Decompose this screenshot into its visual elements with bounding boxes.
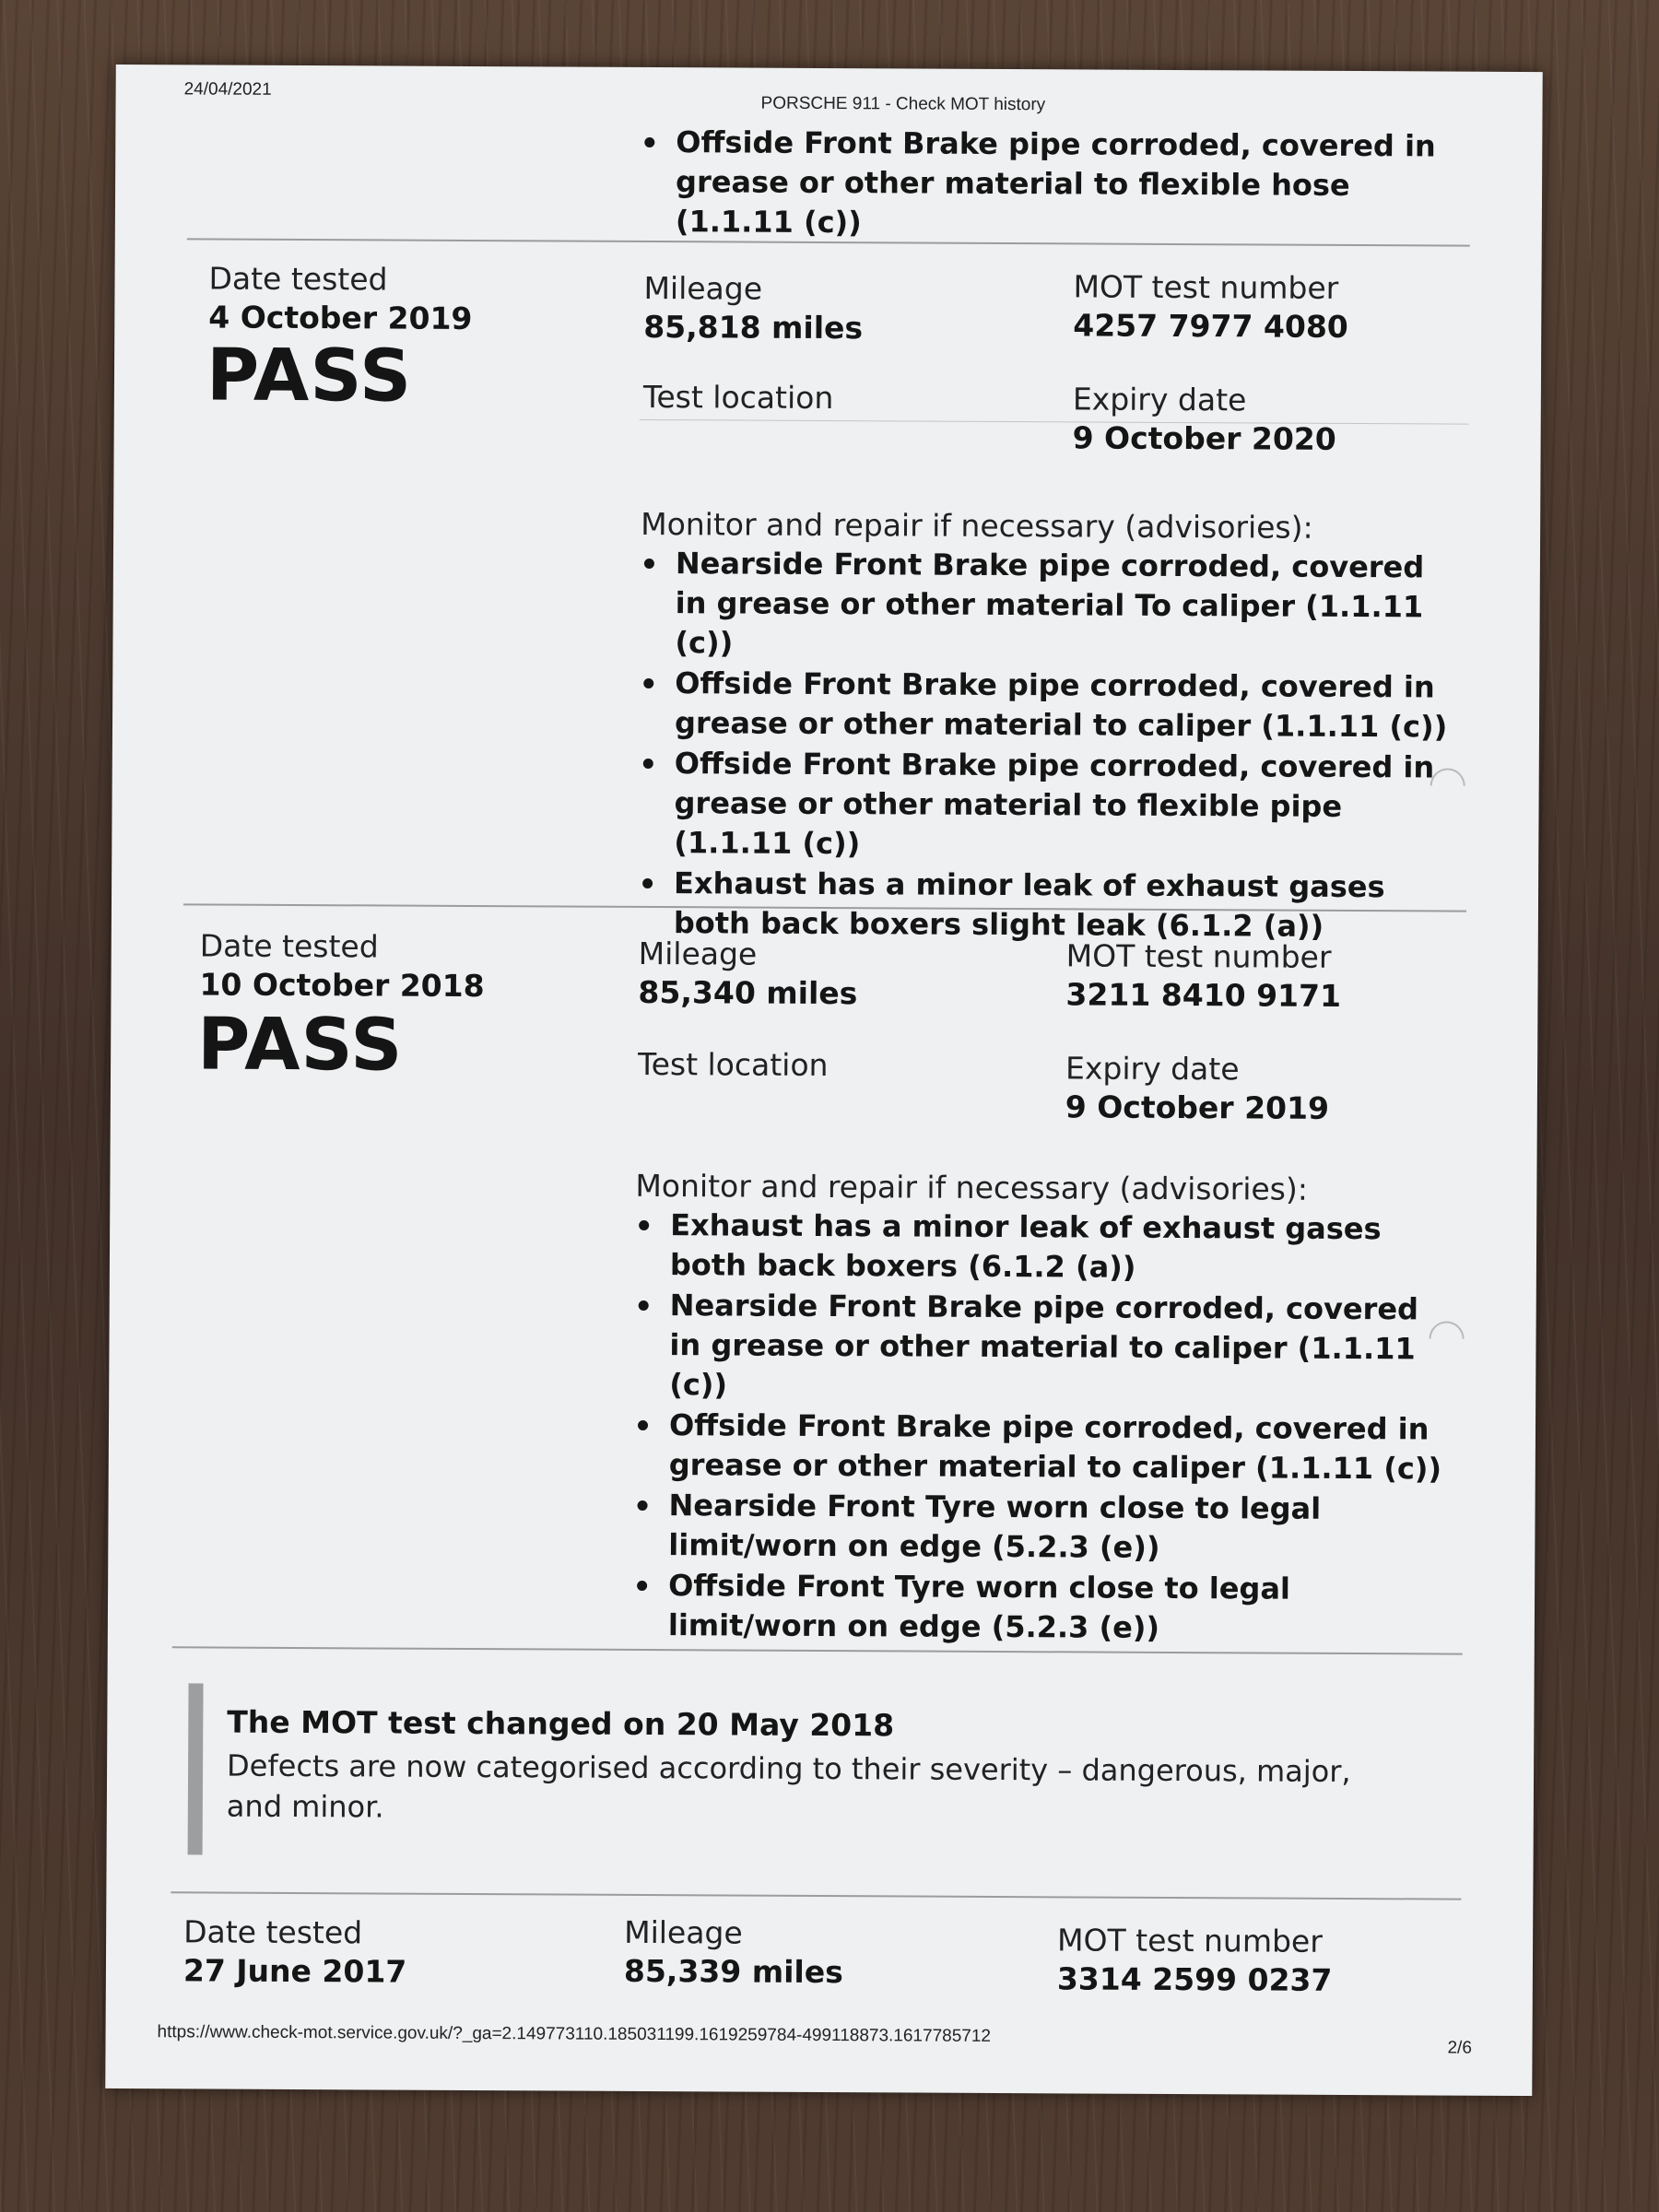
mileage-label: Mileage	[638, 935, 758, 972]
test-location-label: Test location	[642, 378, 834, 417]
advisory-item: Offside Front Brake pipe corroded, covered in grease or other material to caliper (1.1.11 (c))	[640, 664, 1451, 747]
advisory-item: Offside Front Tyre worn close to legal limit/worn on edge (5.2.3 (e))	[633, 1566, 1444, 1650]
advisories-section	[639, 506, 1452, 948]
location-divider	[640, 419, 1469, 425]
advisory-item: Exhaust has a minor leak of exhaust gases both back boxers slight leak (6.1.2 (a))	[639, 864, 1450, 947]
advisory-list	[633, 1206, 1446, 1650]
advisories-section	[633, 1168, 1447, 1651]
test-number-value: 3314 2599 0237	[1056, 1960, 1333, 1998]
test-result: PASS	[206, 334, 413, 418]
test-location-label: Test location	[637, 1045, 829, 1084]
advisories-title: Monitor and repair if necessary (advisories):	[635, 1167, 1309, 1207]
mot-change-notice	[188, 1683, 1352, 1861]
advisories-title: Monitor and repair if necessary (advisories):	[641, 505, 1313, 546]
advisory-item: Nearside Front Brake pipe corroded, covered in grease or other material To caliper (1.1.11 (c))	[640, 544, 1452, 667]
page-number: 2/6	[1447, 2038, 1472, 2058]
advisory-item: Exhaust has a minor leak of exhaust gases both back boxers (6.1.2 (a))	[635, 1206, 1446, 1289]
previous-advisories	[641, 123, 1453, 247]
date-tested-label: Date tested	[208, 260, 388, 298]
mileage-label: Mileage	[643, 269, 763, 307]
expiry-date-label: Expiry date	[1065, 1050, 1240, 1088]
date-tested-label: Date tested	[199, 927, 379, 965]
expiry-date-value: 9 October 2020	[1072, 419, 1336, 457]
date-tested-value: 10 October 2018	[199, 966, 485, 1005]
expiry-date-value: 9 October 2019	[1065, 1088, 1330, 1126]
test-number-label: MOT test number	[1073, 268, 1339, 306]
mileage-value: 85,818 miles	[643, 308, 864, 347]
date-tested-label: Date tested	[183, 1913, 363, 1951]
advisory-item: Offside Front Brake pipe corroded, covered in grease or other material to caliper (1.1.11 (c))	[634, 1406, 1445, 1489]
page-title: PORSCHE 911 - Check MOT history	[760, 93, 1046, 115]
mileage-label: Mileage	[624, 1913, 743, 1951]
date-tested-value: 27 June 2017	[182, 1952, 407, 1990]
notice-text: Defects are now categorised according to their severity – dangerous, major, and minor.	[226, 1747, 1351, 1825]
divider	[171, 1891, 1461, 1900]
test-result: PASS	[196, 1003, 404, 1088]
date-tested-value: 4 October 2019	[208, 299, 473, 336]
mileage-value: 85,340 miles	[638, 973, 858, 1012]
previous-advisory-list	[641, 123, 1453, 246]
advisory-item: Nearside Front Tyre worn close to legal limit/worn on edge (5.2.3 (e))	[633, 1486, 1444, 1570]
page-url: https://www.check-mot.service.gov.uk/?_ga=2.149773110.185031199.1619259784-499118873.1617785712	[157, 2022, 992, 2046]
advisory-item: Nearside Front Brake pipe corroded, covered in grease or other material to caliper (1.1.11 (c))	[634, 1286, 1446, 1409]
advisory-item: Offside Front Brake pipe corroded, covered in grease or other material to flexible pipe (1.1.11 (c))	[639, 744, 1451, 867]
expiry-date-label: Expiry date	[1072, 381, 1247, 418]
advisory-list	[639, 544, 1452, 947]
test-number-value: 3211 8410 9171	[1065, 976, 1342, 1014]
printed-page	[105, 65, 1542, 2096]
notice-title: The MOT test changed on 20 May 2018	[227, 1703, 895, 1744]
test-number-value: 4257 7977 4080	[1073, 307, 1348, 345]
test-number-label: MOT test number	[1065, 937, 1332, 975]
print-date: 24/04/2021	[183, 79, 272, 100]
advisory-item: Offside Front Brake pipe corroded, covered in grease or other material to flexible hose (1.1.11 (c))	[641, 123, 1453, 246]
test-number-label: MOT test number	[1057, 1922, 1323, 1959]
mileage-value: 85,339 miles	[623, 1952, 843, 1991]
